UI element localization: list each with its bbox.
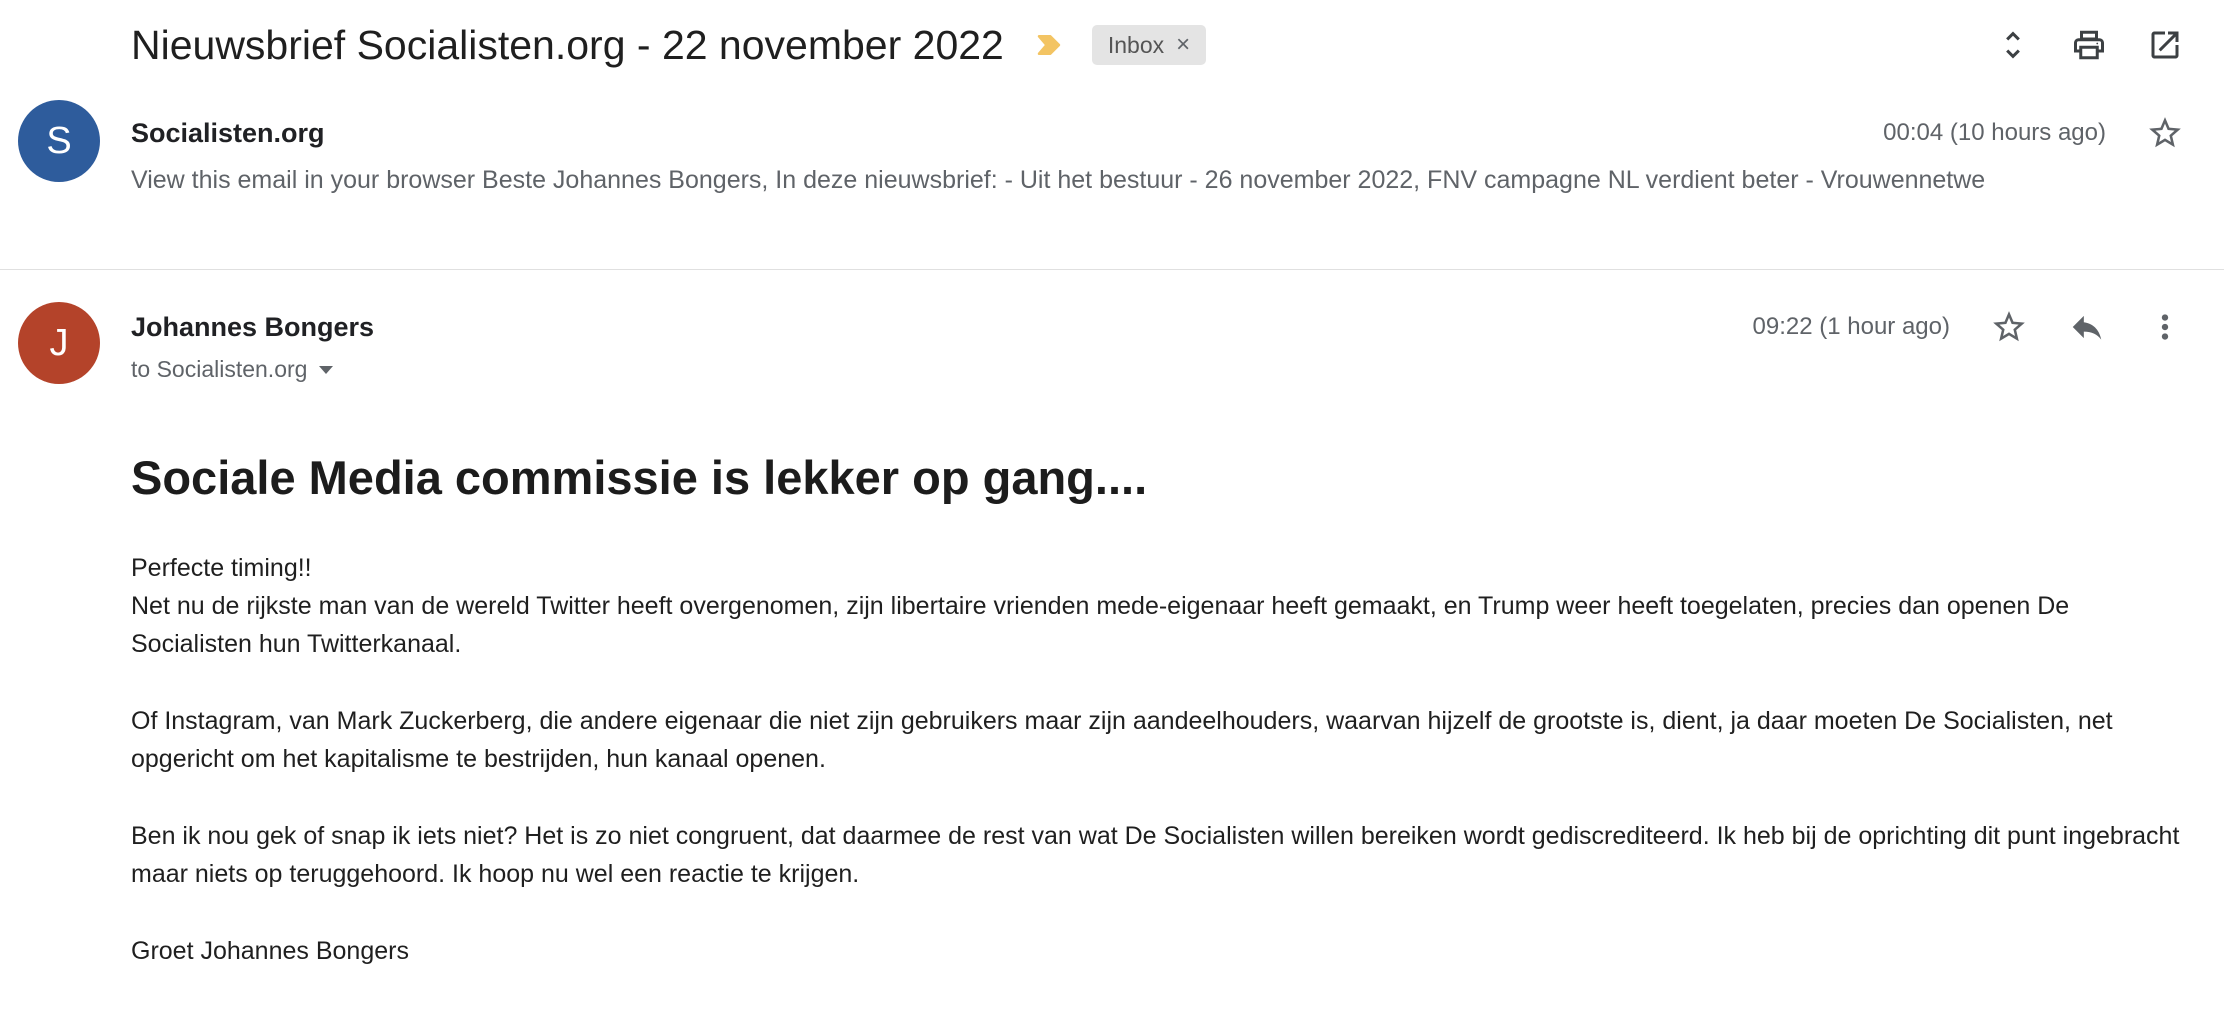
recipient-text: to Socialisten.org bbox=[131, 356, 308, 382]
body-paragraph: Ben ik nou gek of snap ik iets niet? Het is zo niet congruent, dat daarmee de rest van wat De Socialisten willen bereiken wordt gediscrediteerd. Ik heb bij de oprichting dit punt ingebracht maar niets op teruggehoord. Ik hoop nu wel een reactie te krijgen. bbox=[131, 822, 2180, 888]
chevron-down-icon[interactable] bbox=[319, 366, 333, 374]
message-snippet: View this email in your browser Beste Johannes Bongers, In deze nieuwsbrief: - Uit het bestuur - 26 november 2022, FNV campagne NL verdient beter - Vrouwennetwe bbox=[131, 166, 1986, 194]
importance-marker-icon[interactable] bbox=[1034, 30, 1064, 60]
body-signoff: Groet Johannes Bongers bbox=[131, 937, 409, 965]
message-row-expanded-header bbox=[0, 302, 2224, 384]
label-remove-icon[interactable]: × bbox=[1176, 31, 1191, 58]
body-paragraph: Perfecte timing!! Net nu de rijkste man van de wereld Twitter heeft overgenomen, zijn libertaire vrienden mede-eigenaar heeft gemaakt, en Trump weer heeft toegelaten, precies dan openen De Socialisten hun Twitterkanaal. bbox=[131, 554, 2070, 658]
expand-all-icon[interactable] bbox=[1994, 26, 2032, 64]
sender-name: Socialisten.org bbox=[131, 117, 325, 148]
star-icon[interactable] bbox=[2146, 114, 2184, 152]
more-options-icon[interactable] bbox=[2146, 308, 2184, 346]
recipient-line[interactable] bbox=[131, 356, 2184, 383]
thread-toolbar bbox=[1994, 26, 2184, 64]
reply-icon[interactable] bbox=[2068, 308, 2106, 346]
message-body bbox=[131, 450, 2192, 970]
star-icon[interactable] bbox=[1990, 308, 2028, 346]
avatar[interactable]: S bbox=[18, 100, 100, 182]
body-heading: Sociale Media commissie is lekker op gang.... bbox=[131, 451, 1148, 504]
label-chip-text: Inbox bbox=[1107, 31, 1165, 58]
body-paragraph: Of Instagram, van Mark Zuckerberg, die andere eigenaar die niet zijn gebruikers maar zijn aandeelhouders, waarvan hijzelf de grootste is, dient, ja daar moeten De Socialisten, net opgericht om het kapitalisme te bestrijden, hun kanaal openen. bbox=[131, 707, 2113, 773]
message-timestamp: 00:04 (10 hours ago) bbox=[1883, 119, 2106, 146]
avatar[interactable]: J bbox=[18, 302, 100, 384]
email-subject: Nieuwsbrief Socialisten.org - 22 november 2022 bbox=[131, 21, 1004, 68]
message-row-collapsed[interactable] bbox=[0, 100, 2224, 270]
print-icon[interactable] bbox=[2070, 26, 2108, 64]
message-timestamp: 09:22 (1 hour ago) bbox=[1752, 313, 1950, 340]
sender-name: Johannes Bongers bbox=[131, 311, 375, 342]
subject-row bbox=[0, 0, 2224, 72]
open-in-new-icon[interactable] bbox=[2146, 26, 2184, 64]
label-chip-inbox[interactable] bbox=[1092, 25, 1206, 65]
